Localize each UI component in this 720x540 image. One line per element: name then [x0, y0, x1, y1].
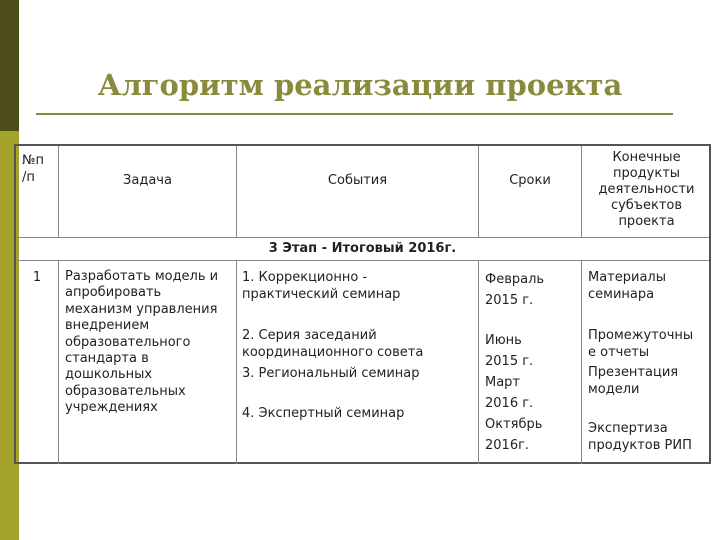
header-task: Задача [123, 173, 172, 188]
header-events: События [327, 173, 388, 188]
product-item: Промежуточны е отчеты [588, 328, 694, 360]
term-item: Февраль 2015 г. [485, 272, 545, 308]
product-item: Презентация модели [588, 365, 679, 397]
row-num: 1 [32, 270, 42, 285]
product-item: Экспертиза продуктов РИП [588, 421, 692, 453]
decorative-bar-dark [0, 0, 19, 131]
grid-line [478, 146, 479, 237]
event-item: 4. Экспертный семинар [242, 406, 405, 421]
event-item: 1. Коррекционно - практический семинар [242, 270, 401, 302]
title-underline [36, 113, 673, 115]
project-table [14, 144, 711, 464]
row-task: Разработать модель и апробировать механизм управления внедрением образовательного стандарта в дошкольных образовательных учреждениях [65, 269, 219, 416]
grid-line [581, 260, 582, 464]
grid-line [58, 146, 59, 237]
header-products: Конечные продукты деятельности субъектов проекта [598, 150, 695, 229]
grid-line [16, 260, 709, 261]
event-item: 2. Серия заседаний координационного совета [242, 328, 424, 360]
term-item: Июнь 2015 г. Март 2016 г. Октябрь 2016г. [485, 333, 543, 453]
header-terms: Сроки [509, 173, 551, 188]
stage-label: 3 Этап - Итоговый 2016г. [268, 241, 457, 256]
event-item: 3. Региональный семинар [242, 366, 420, 381]
grid-line [478, 260, 479, 464]
grid-line [16, 237, 709, 238]
header-num: №п /п [22, 153, 45, 185]
product-item: Материалы семинара [588, 270, 666, 302]
slide-title: Алгоритм реализации проекта [97, 68, 623, 102]
grid-line [236, 146, 237, 237]
grid-line [58, 260, 59, 464]
